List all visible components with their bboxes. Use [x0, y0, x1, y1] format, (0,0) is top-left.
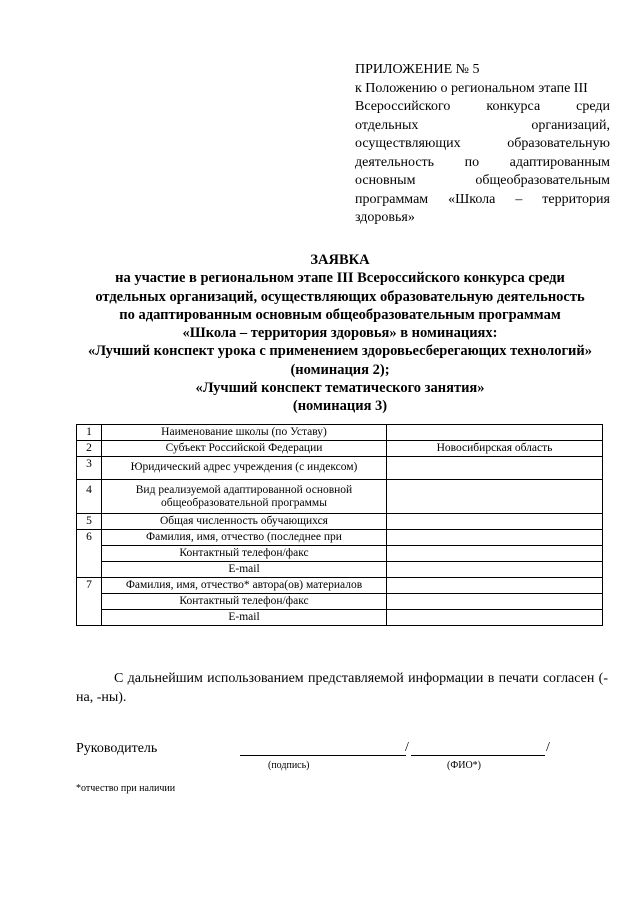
- field-value[interactable]: [387, 480, 603, 514]
- field-label: Субъект Российской Федерации: [102, 441, 387, 457]
- table-row: [77, 546, 603, 562]
- row-number: 5: [77, 514, 102, 530]
- consent-text: С дальнейшим использованием представляемой информации в печати согласен (-на, -ны).: [76, 671, 608, 705]
- field-value[interactable]: [387, 425, 603, 441]
- title-line: «Лучший конспект урока с применением здоровьесберегающих технологий»: [87, 343, 593, 360]
- field-label: Общая численность обучающихся: [102, 514, 387, 530]
- title-line: по адаптированным основным общеобразовательным программам: [119, 306, 561, 323]
- field-value[interactable]: Новосибирская область: [387, 441, 603, 457]
- table-row: [77, 610, 603, 626]
- table-row: [77, 425, 603, 441]
- table-row: [77, 530, 603, 546]
- field-value[interactable]: [387, 562, 603, 578]
- row-number: 3: [77, 457, 102, 480]
- field-label: Наименование школы (по Уставу): [102, 425, 387, 441]
- row-number: 7: [77, 578, 102, 626]
- appendix-line: отдельных организаций,: [355, 117, 610, 133]
- signature-caption: (подпись): [268, 760, 310, 771]
- title-line: на участие в региональном этапе III Всероссийского конкурса среди: [115, 270, 565, 287]
- appendix-title: ПРИЛОЖЕНИЕ № 5: [355, 62, 480, 77]
- field-value[interactable]: [387, 530, 603, 546]
- table-row: [77, 457, 603, 480]
- row-number: 4: [77, 480, 102, 514]
- field-label: Фамилия, имя, отчество (последнее при: [102, 530, 387, 546]
- row-number: 6: [77, 530, 102, 578]
- appendix-line: Всероссийского конкурса среди: [355, 99, 610, 114]
- field-value[interactable]: [387, 594, 603, 610]
- title-line: «Школа – территория здоровья» в номинациях:: [182, 325, 498, 342]
- fio-separator: /: [546, 740, 550, 755]
- fio-line[interactable]: [411, 755, 545, 756]
- application-form-table: [76, 424, 603, 626]
- field-label: E-mail: [102, 562, 387, 578]
- table-row: [77, 480, 603, 514]
- appendix-line: основным общеобразовательным: [355, 173, 610, 188]
- signature-line[interactable]: [240, 755, 406, 756]
- table-row: [77, 514, 603, 530]
- field-value[interactable]: [387, 514, 603, 530]
- field-label: Контактный телефон/факс: [102, 546, 387, 562]
- appendix-line: к Положению о региональном этапе III: [355, 80, 588, 96]
- appendix-line: программам «Школа – территория: [355, 191, 610, 207]
- field-label: Вид реализуемой адаптированной основной общеобразовательной программы: [102, 480, 387, 514]
- row-number: 2: [77, 441, 102, 457]
- application-title: [40, 251, 640, 416]
- title-line: отдельных организаций, осуществляющих образовательную деятельность: [95, 288, 585, 305]
- signature-label: Руководитель: [76, 741, 158, 756]
- field-label: E-mail: [102, 610, 387, 626]
- title-line: (номинация 2);: [290, 361, 390, 378]
- footnote: *отчество при наличии: [76, 783, 176, 794]
- field-label: Юридический адрес учреждения (с индексом): [102, 457, 387, 480]
- field-value[interactable]: [387, 546, 603, 562]
- field-value[interactable]: [387, 610, 603, 626]
- title-heading: ЗАЯВКА: [310, 252, 370, 268]
- field-label: Фамилия, имя, отчество* автора(ов) материалов: [102, 578, 387, 594]
- title-line: (номинация 3): [292, 398, 388, 415]
- appendix-line: осуществляющих образовательную: [355, 136, 610, 151]
- table-row: [77, 594, 603, 610]
- field-label: Контактный телефон/факс: [102, 594, 387, 610]
- fio-caption: (ФИО*): [447, 760, 482, 771]
- title-line: «Лучший конспект тематического занятия»: [195, 380, 485, 397]
- appendix-line: деятельность по адаптированным: [355, 154, 610, 170]
- appendix-line: здоровья»: [355, 210, 415, 225]
- appendix-block: [355, 61, 610, 228]
- field-value[interactable]: [387, 578, 603, 594]
- field-value[interactable]: [387, 457, 603, 480]
- table-row: [77, 578, 603, 594]
- table-row: [77, 562, 603, 578]
- signature-separator: /: [405, 740, 409, 755]
- row-number: 1: [77, 425, 102, 441]
- table-row: [77, 441, 603, 457]
